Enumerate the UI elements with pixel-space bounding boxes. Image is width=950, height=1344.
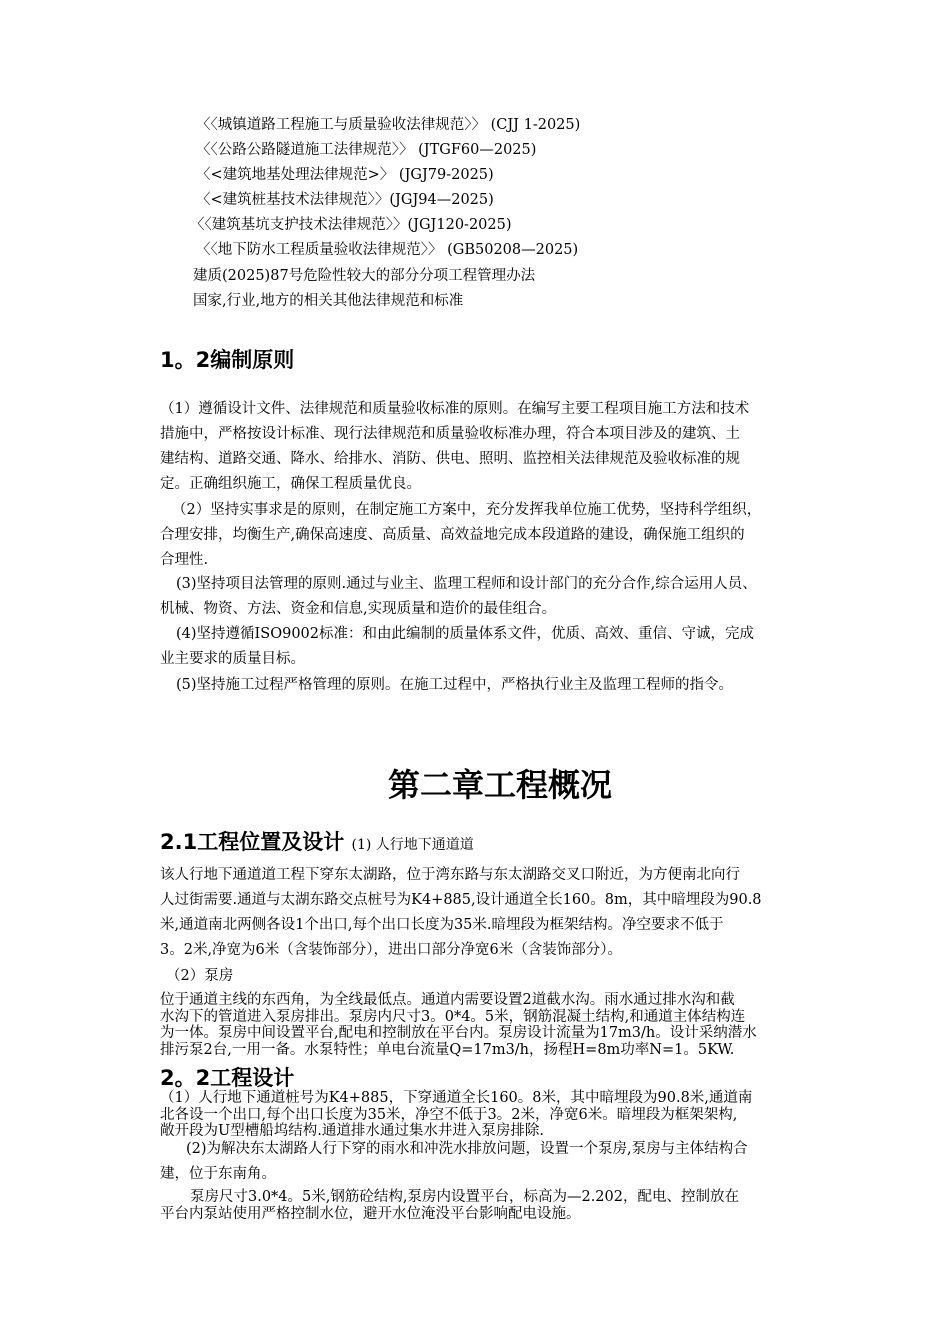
reference-item: 〈〈城镇道路工程施工与质量验收法律规范〉〉 (CJJ 1-2025) xyxy=(196,117,581,133)
text-line: 为一体。泵房中间设置平台,配电和控制放在平台内。泵房设计流量为17m3/h。设计采纳潜水 xyxy=(160,1025,757,1041)
section-heading-2-1 xyxy=(160,826,474,856)
text-line: 建，位于东南角。 xyxy=(160,1166,276,1182)
reference-item: 国家,行业,地方的相关其他法律规范和标准 xyxy=(193,293,464,309)
text-line: (2)为解决东太湖路人行下穿的雨水和冲洗水排放问题，设置一个泵房,泵房与主体结构合 xyxy=(186,1141,748,1157)
text-line: 定。正确组织施工，确保工程质量优良。 xyxy=(160,476,421,492)
paragraph-principle-1 xyxy=(160,397,850,497)
paragraph-design-1 xyxy=(160,1090,850,1140)
paragraph-pump-room xyxy=(160,992,850,1058)
paragraph-principle-2 xyxy=(160,498,850,573)
text-line: 合理安排，均衡生产,确保高速度、高质量、高效益地完成本段道路的建设，确保施工组织的 xyxy=(160,527,745,543)
text-line: 建结构、道路交通、降水、给排水、消防、供电、照明、监控相关法律规范及验收标准的规 xyxy=(160,451,740,467)
section-heading-text: 2.1工程位置及设计 xyxy=(160,830,345,854)
text-line: 3。2米,净宽为6米（含装饰部分），进出口部分净宽6米（含装饰部分）。 xyxy=(160,942,623,958)
text-line: 机械、物资、方法、资金和信息,实现质量和造价的最佳组合。 xyxy=(160,601,557,617)
text-line: (4)坚持遵循ISO9002标准：和由此编制的质量体系文件，优质、高效、重信、守诚，完成 xyxy=(176,626,754,642)
text-line: （1）人行地下通道桩号为K4+885，下穿通道全长160。8米，其中暗埋段为90.8米,通道南 xyxy=(160,1090,753,1106)
text-line: 米,通道南北两侧各设1个出口,每个出口长度为35米.暗埋段为框架结构。净空要求不低于 xyxy=(160,917,724,933)
paragraph-principle-5 xyxy=(160,673,850,698)
text-line: （1）遵循设计文件、法律规范和质量验收标准的原则。在编写主要工程项目施工方法和技术 xyxy=(160,401,750,417)
paragraph-location xyxy=(160,863,850,963)
reference-item: 〈〈建筑基坑支护技术法律规范〉〉(JGJ120-2025) xyxy=(190,217,512,233)
text-line: (3)坚持项目法管理的原则.通过与业主、监理工程师和设计部门的充分合作,综合运用人员、 xyxy=(176,576,757,592)
text-line: 人过街需要.通道与太湖东路交点桩号为K4+885,设计通道全长160。8m，其中暗埋段为90.8 xyxy=(160,892,762,908)
section-heading-2-2: 2。2工程设计 xyxy=(160,1066,295,1090)
reference-item: 〈〈地下防水工程质量验收法律规范〉〉 (GB50208—2025) xyxy=(196,242,579,258)
text-line: 位于通道主线的东西角，为全线最低点。通道内需要设置2道截水沟。雨水通过排水沟和截 xyxy=(160,992,735,1008)
reference-item: 〈<建筑地基处理法律规范>〉 (JGJ79-2025) xyxy=(196,167,494,183)
text-line: 泵房尺寸3.0*4。5米,钢筋砼结构,泵房内设置平台，标高为—2.202，配电、控制放在 xyxy=(190,1189,739,1205)
paragraph-principle-3 xyxy=(160,572,850,622)
text-line: 业主要求的质量目标。 xyxy=(160,651,305,667)
text-line: 该人行地下通道道工程下穿东太湖路，位于湾东路与东太湖路交叉口附近，为方便南北向行 xyxy=(160,867,740,883)
reference-item: 〈<建筑桩基技术法律规范〉〉(JGJ94—2025) xyxy=(196,192,494,208)
pump-room-label: （2）泵房 xyxy=(166,968,234,984)
text-line: 措施中，严格按设计标准、现行法律规范和质量验收标准办理，符合本项目涉及的建筑、土 xyxy=(160,426,740,442)
text-line: 敞开段为U型槽船坞结构.通道排水通过集水井进入泵房排除. xyxy=(160,1123,544,1139)
text-line: 水沟下的管道进入泵房排出。泵房内尺寸3。0*4。5米，钢筋混凝土结构,和通道主体结构连 xyxy=(160,1008,746,1025)
paragraph-principle-4 xyxy=(160,622,850,672)
text-line: 北各设一个出口,每个出口长度为35米，净空不低于3。2米，净宽6米。暗埋段为框架架构, xyxy=(160,1106,738,1123)
text-line: 合理性. xyxy=(160,552,209,568)
section-heading-1-2: 1。2编制原则 xyxy=(160,348,295,372)
chapter-title: 第二章工程概况 xyxy=(387,766,612,804)
reference-item: 建质(2025)87号危险性较大的部分分项工程管理办法 xyxy=(193,268,536,284)
paragraph-design-2 xyxy=(160,1137,850,1187)
text-line: （2）坚持实事求是的原则，在制定施工方案中，充分发挥我单位施工优势，坚持科学组织， xyxy=(172,502,762,518)
section-subtitle: (1) 人行地下通道道 xyxy=(351,837,474,853)
paragraph-design-3 xyxy=(160,1189,850,1222)
text-line: 排污泵2台,一用一备。水泵特性；单电台流量Q=17m3/h，扬程H=8m功率N=1。5KW. xyxy=(160,1041,735,1058)
text-line: (5)坚持施工过程严格管理的原则。在施工过程中，严格执行业主及监理工程师的指令。 xyxy=(176,677,734,693)
text-line: 平台内泵站使用严格控制水位，避开水位淹没平台影响配电设施。 xyxy=(160,1205,581,1222)
reference-item: 〈〈公路公路隧道施工法律规范〉〉 (JTGF60—2025) xyxy=(196,142,537,158)
